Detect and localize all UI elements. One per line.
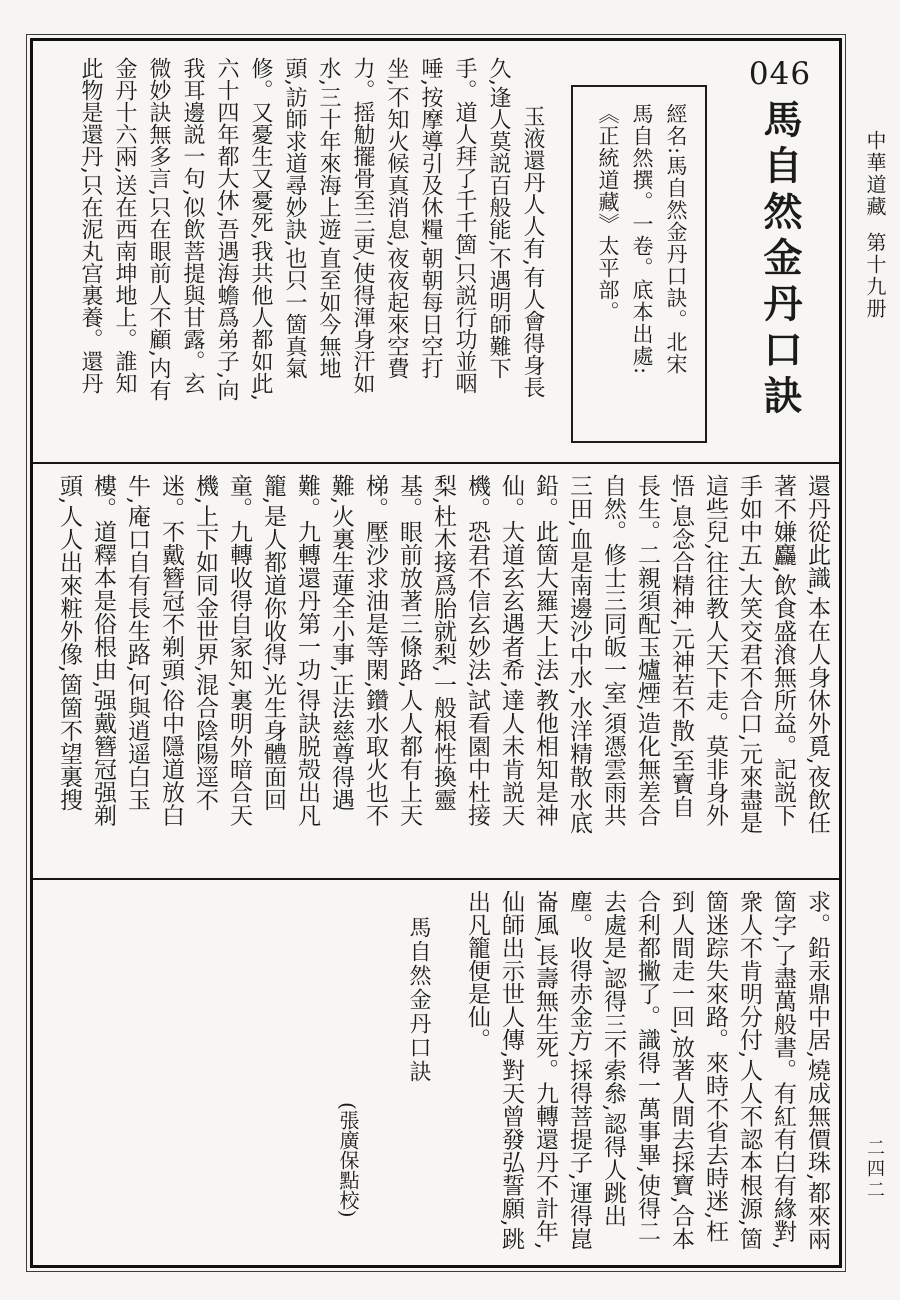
text-column: 崙風,長壽無生死。九轉還丹不計年,: [532, 890, 558, 1250]
text-column: 出凡籠便是仙。: [464, 890, 490, 1051]
text-column: 坐,不知火候真消息,夜夜起來空費: [384, 57, 409, 379]
end-title: 馬自然金丹口訣: [406, 916, 431, 1084]
text-column: 我耳邊説一句,似飲菩提與甘露。玄: [180, 57, 205, 394]
text-column: 悟,息念合精神,元神若不散,至寶自: [668, 474, 694, 818]
register-middle: [33, 462, 839, 878]
text-column: 三田,血是南邊沙中水,水洋精散水底: [566, 474, 592, 834]
text-column: 機,上下如同金世界,混合陰陽逕不: [192, 474, 218, 811]
document-title: 馬自然金丹口訣: [757, 99, 803, 422]
text-column: 梯。壓沙求油是等閑,鑽水取火也不: [362, 474, 388, 827]
text-column: 金丹十六兩,送在西南坤地上。誰知: [112, 57, 137, 394]
text-column: 自然。修士三同皈一室,須憑雲雨共: [600, 474, 626, 827]
text-column: 玉液還丹人人有,有人會得身長: [520, 105, 545, 398]
text-column: 牛,庵口自有長生路,何與逍遥白玉: [124, 474, 150, 811]
text-column: 水,三十年來海上遊,直至如今無地: [316, 57, 341, 379]
text-column: 頭,人人出來粧外像,箇箇不望裏搜: [56, 474, 82, 811]
text-column: 仙。大道玄玄遇者希,達人未肯説天: [498, 474, 524, 827]
text-column: 還丹從此識,本在人身休外覓,夜飲任: [804, 474, 830, 834]
register-bottom-columns: [460, 890, 834, 1258]
text-column: 頭,訪師求道尋妙訣,也只一箇真氣: [282, 57, 307, 379]
text-column: 難。九轉還丹第一功,得訣脱殻出凡: [294, 474, 320, 827]
text-column: 修。又憂生又憂死,我共他人都如此,: [248, 57, 273, 401]
register-middle-columns: [52, 474, 834, 871]
text-column: 鉛。此箇大羅天上法,教他相知是神: [532, 474, 558, 827]
text-column: 梨,杜木接爲胎就梨,一般根性換靈: [430, 474, 456, 811]
text-column: 機。恐君不信玄妙法,試看園中杜接: [464, 474, 490, 827]
text-column: 唾,按摩導引及休糧,朝朝每日空打: [418, 57, 443, 379]
text-column: 樓。道釋本是俗根由,强戴簪冠强剃: [90, 474, 116, 827]
editor-colophon: (張廣保點校): [336, 1102, 360, 1218]
text-column: 仙師出示世人傳,對天曾發弘誓願,跳: [498, 890, 524, 1250]
text-column: 箇迷踪失來路。來時不省去時迷,枉: [702, 890, 728, 1243]
text-column: 微妙訣無多言,只在眼前人不顧,内有: [146, 57, 171, 401]
text-column: 童。九轉收得自家知,裏明外暗合天: [226, 474, 252, 827]
text-column: 迷。不戴簪冠不剃頭,俗中隱道放白: [158, 474, 184, 827]
text-column: 基。眼前放著三條路,人人都有上天: [396, 474, 422, 827]
text-column: 力。摇觔擺骨至三更,使得渾身汗如: [350, 57, 375, 394]
text-column: 長生。二親須配玉爐煙,造化無差合: [634, 474, 660, 827]
text-column: 久,逢人莫説百般能,不遇明師難下: [486, 57, 511, 379]
text-column: 著不嫌麤,飲食盛湌無所益。記説下: [770, 474, 796, 827]
collection-label: 中華道藏: [863, 130, 887, 218]
text-column: 求。鉛汞鼎中居,燒成無價珠,都來兩: [804, 890, 830, 1250]
register-top-columns: [73, 57, 549, 456]
register-top: [33, 41, 839, 462]
text-column: 六十四年都大休,吾遇海蟾爲弟子,向: [214, 57, 239, 401]
text-column: 籠,是人都道你收得,光生身體面回: [260, 474, 286, 811]
text-column: 到人間走一回,放著人間去採寶,合本: [668, 890, 694, 1250]
text-column: 此物是還丹,只在泥丸宫裏養。還丹: [78, 57, 103, 394]
text-column: 去處是,認得三不索叅,認得人跳出: [600, 890, 626, 1227]
volume-label: 第十九册: [863, 232, 887, 320]
info-box-column: 馬自然撰。一卷。底本出處:: [630, 103, 654, 376]
info-box-column: 《正統道藏》太平部。: [596, 103, 620, 323]
text-frame: [30, 38, 842, 1268]
text-column: 手如中五,大笑交君不合口,元來盡是: [736, 474, 762, 834]
text-column: 難,火裏生蓮全小事,正法慈尊得遇: [328, 474, 354, 811]
text-column: 手。道人拜了千千箇,只説行功並咽: [452, 57, 477, 394]
text-column: 箇字,了盡萬般書。有紅有白有緣對,: [770, 890, 796, 1250]
text-column: 衆人不肯明分付,人人不認本根源,箇: [736, 890, 762, 1250]
scripture-info-box: [571, 85, 707, 443]
text-column: 塵。收得赤金方,採得菩提子,運得崑: [566, 890, 592, 1250]
text-column: 合利都撇了。識得一萬事畢,使得二: [634, 890, 660, 1243]
title-block: [747, 57, 813, 456]
info-box-column: 經名:馬自然金丹口訣。北宋: [664, 103, 688, 376]
page-number: 二四二: [864, 1138, 885, 1201]
text-column: 這些兒,往往教人天下走。莫非身外: [702, 474, 728, 827]
document-number: 046: [748, 56, 812, 92]
register-bottom: [33, 878, 839, 1265]
